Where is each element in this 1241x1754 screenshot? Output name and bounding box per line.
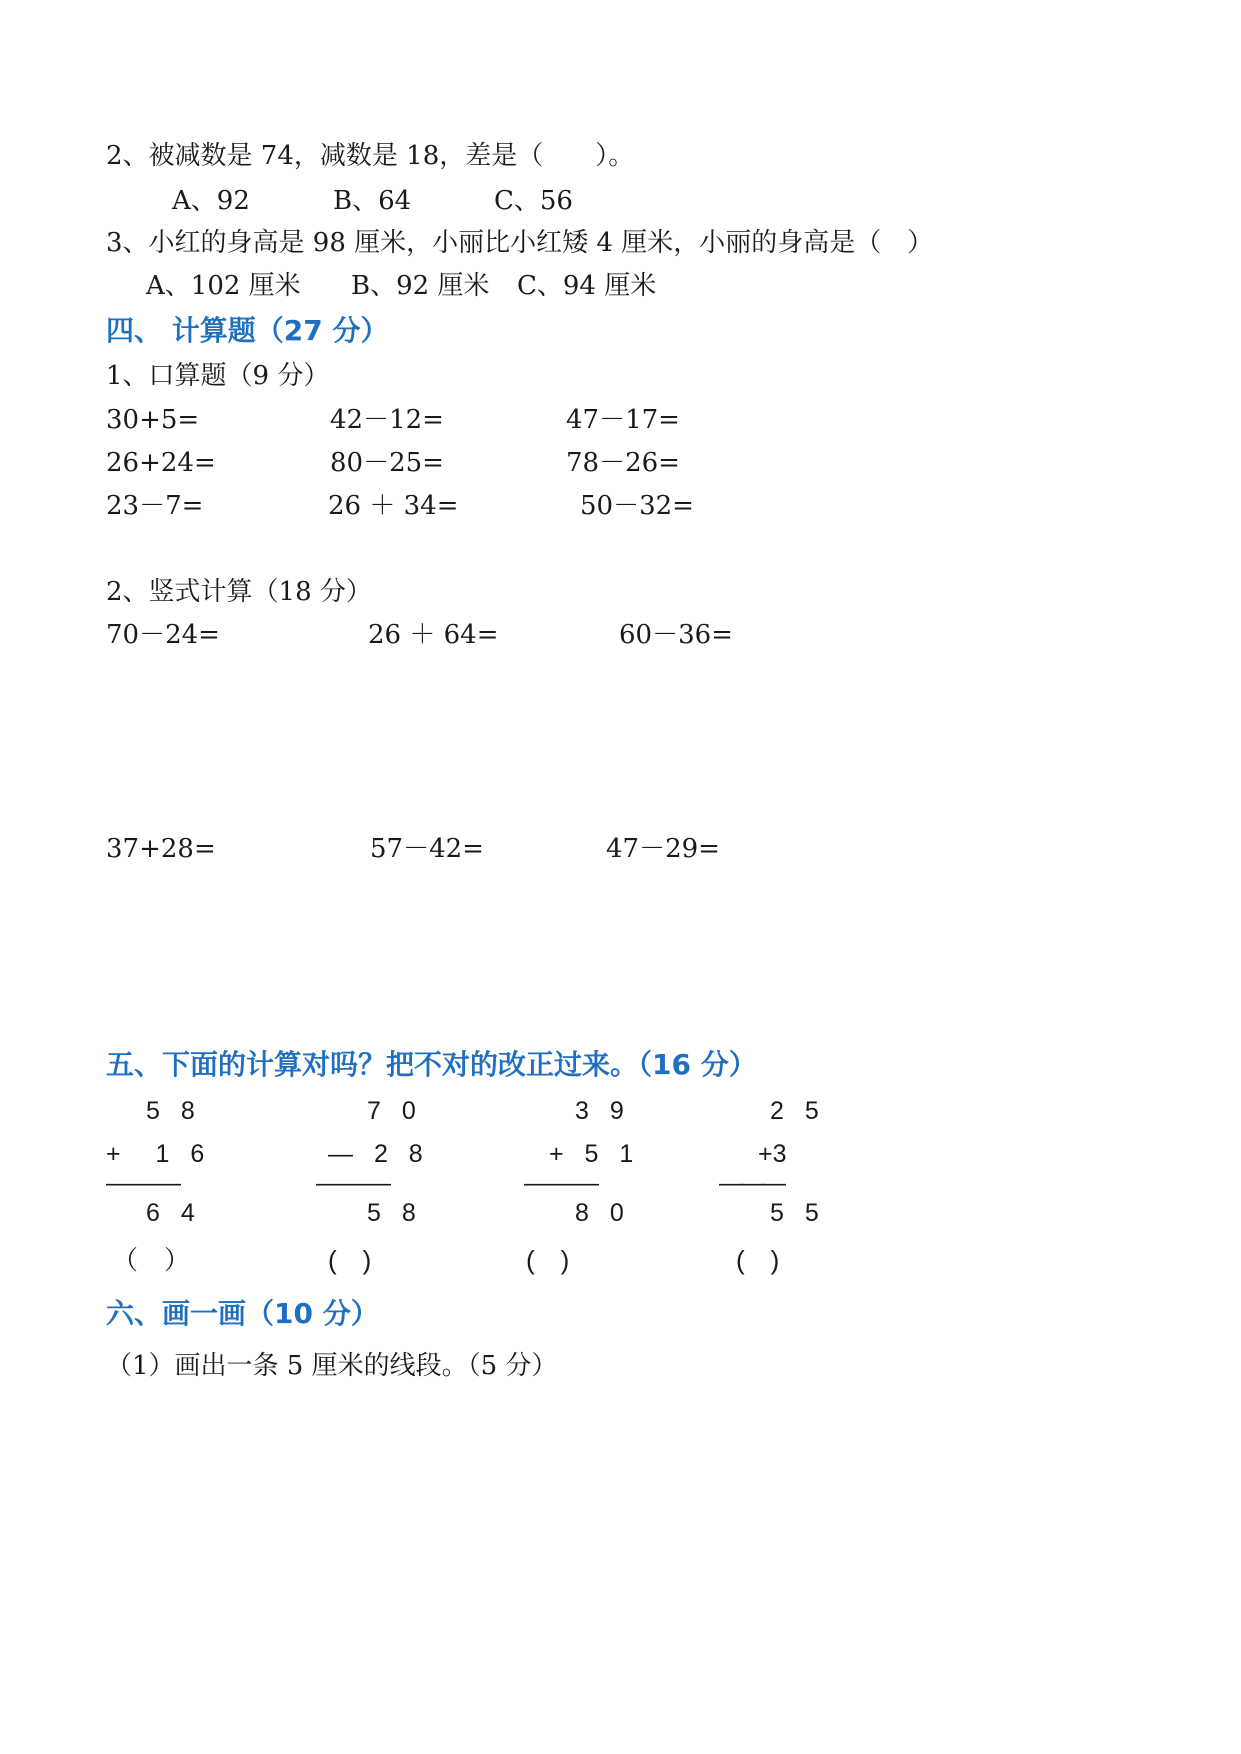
check-problem-operand: + 5 1 — [549, 1140, 641, 1168]
check-problem-line: ——— — [719, 1169, 782, 1197]
check-problem-operand: +3 — [758, 1140, 787, 1168]
answer-parentheses: ( ) — [328, 1245, 372, 1275]
check-problem-result: 5 8 — [367, 1199, 423, 1227]
check-problem-line: ——— — [524, 1169, 599, 1197]
check-problem-line: ——— — [106, 1169, 181, 1197]
vertical-calc-item: 57－42= — [370, 834, 484, 864]
check-problem-operand: + 1 6 — [106, 1140, 212, 1168]
mental-math-item: 23－7= — [106, 491, 204, 521]
mental-math-item: 30+5= — [106, 405, 200, 435]
answer-parentheses: （ ） — [112, 1245, 191, 1275]
vertical-calc-item: 37+28= — [106, 834, 216, 864]
check-problem-result: 5 5 — [770, 1199, 826, 1227]
mental-math-item: 50－32= — [580, 491, 694, 521]
question-2-option-b: B、64 — [333, 186, 412, 216]
mental-math-item: 42－12= — [330, 405, 444, 435]
question-2-text: 2、被减数是 74，减数是 18，差是（ ）。 — [106, 141, 635, 171]
answer-parentheses: ( ) — [736, 1245, 780, 1275]
check-problem-operand: — 2 8 — [328, 1140, 430, 1168]
mental-math-item: 80－25= — [330, 448, 444, 478]
check-problem-result: 6 4 — [146, 1199, 202, 1227]
vertical-calc-item: 60－36= — [619, 620, 733, 650]
check-problem-top: 7 0 — [367, 1097, 423, 1125]
vertical-calc-item: 26 ＋ 64= — [368, 620, 499, 650]
section-6-heading: 六、画一画（10 分） — [106, 1297, 379, 1330]
check-problem-top: 5 8 — [146, 1097, 202, 1125]
check-problem-result: 8 0 — [575, 1199, 631, 1227]
check-problem-top: 3 9 — [575, 1097, 631, 1125]
question-3-text: 3、小红的身高是 98 厘米，小丽比小红矮 4 厘米，小丽的身高是（ ） — [106, 228, 934, 258]
mental-math-item: 26 ＋ 34= — [328, 491, 459, 521]
section-5-heading: 五、下面的计算对吗？把不对的改正过来。（16 分） — [106, 1048, 757, 1081]
check-problem-top: 2 5 — [770, 1097, 826, 1125]
part-2-title: 2、竖式计算（18 分） — [106, 577, 372, 607]
drawing-question-1: （1）画出一条 5 厘米的线段。（5 分） — [106, 1351, 558, 1381]
mental-math-item: 47－17= — [566, 405, 680, 435]
part-1-title: 1、口算题（9 分） — [106, 361, 330, 391]
mental-math-item: 78－26= — [566, 448, 680, 478]
question-3-option-a: A、102 厘米 — [146, 271, 301, 301]
answer-parentheses: ( ) — [526, 1245, 570, 1275]
question-3-option-c: C、94 厘米 — [517, 271, 657, 301]
question-2-option-c: C、56 — [494, 186, 573, 216]
vertical-calc-item: 70－24= — [106, 620, 220, 650]
vertical-calc-item: 47－29= — [606, 834, 720, 864]
section-4-heading: 四、 计算题（27 分） — [106, 314, 389, 347]
mental-math-item: 26+24= — [106, 448, 216, 478]
check-problem-line: ——— — [316, 1169, 391, 1197]
question-3-option-b: B、92 厘米 — [351, 271, 490, 301]
question-2-option-a: A、92 — [172, 186, 250, 216]
